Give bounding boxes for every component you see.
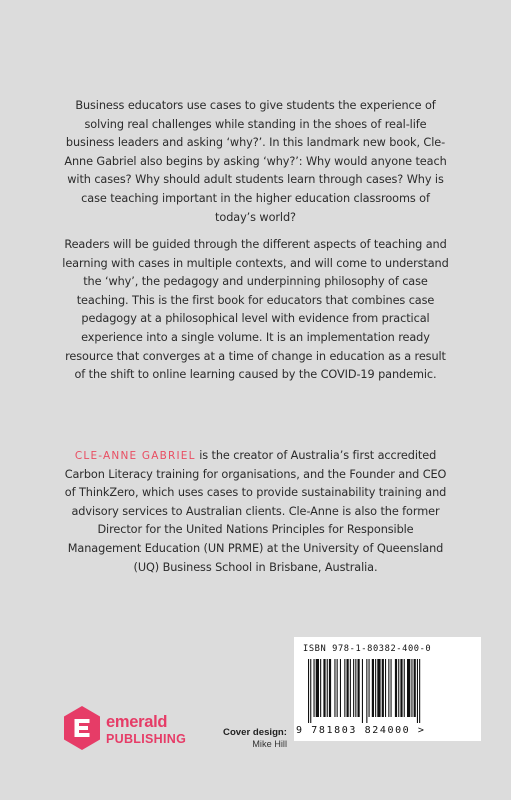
publisher-name-line1: emerald — [106, 713, 168, 731]
barcode-bar — [385, 659, 386, 717]
barcode-bar — [350, 659, 351, 717]
author-name: CLE-ANNE GABRIEL — [74, 450, 196, 462]
barcode-bar — [414, 659, 416, 717]
isbn-barcode — [294, 637, 481, 741]
barcode-bar — [337, 659, 338, 717]
barcode-bar — [419, 659, 420, 723]
barcode-bar — [355, 659, 356, 717]
barcode-bar — [323, 659, 325, 717]
cover-designer-name: Mike Hill — [252, 739, 287, 749]
cover-design-credit — [223, 727, 287, 749]
barcode-bar — [353, 659, 354, 717]
barcode-bar — [382, 659, 384, 717]
barcode-bar — [329, 659, 331, 717]
publisher-name-line2: PUBLISHING — [106, 732, 187, 746]
barcode-bar — [358, 659, 360, 717]
barcode-bar — [388, 659, 389, 717]
barcode-bar — [407, 659, 410, 717]
barcode-bar — [417, 659, 418, 723]
isbn-label: ISBN 978-1-80382-400-0 — [303, 644, 432, 654]
emerald-e-icon — [62, 705, 102, 751]
barcode-bar — [314, 659, 315, 717]
barcode-bar — [395, 659, 397, 717]
barcode-bar — [347, 659, 349, 717]
barcode-bar — [308, 659, 309, 723]
publisher-logo — [62, 705, 192, 755]
barcode-digits: 9 781803 824000 > — [296, 725, 426, 736]
author-bio — [62, 447, 449, 577]
barcode-bar — [375, 659, 376, 717]
barcode-bar — [404, 659, 405, 717]
author-bio-text: is the creator of Australia’s first accredited Carbon Literacy training for organisations, and the Founder and CEO of ThinkZero, which uses cases to provide sustainability training and advisory services to Australian clients. Cle-Anne is also the former Director for the United Nations Principles for Responsible Management Education (UN PRME) at the University of Queensland (UQ) Business School in Brisbane, Australia. — [64, 449, 447, 574]
barcode-bar — [366, 659, 367, 723]
barcode-bar — [362, 659, 363, 723]
barcode-bar — [369, 659, 370, 717]
barcode-bar — [344, 659, 345, 717]
barcode-bar — [327, 659, 328, 717]
barcode-bar — [411, 659, 412, 717]
barcode-bar — [334, 659, 335, 717]
barcode-bar — [320, 659, 321, 717]
blurb-paragraph-2: Readers will be guided through the different aspects of teaching and learning with cases in multiple contexts, and will come to understand the ‘why’, the pedagogy and underpinning philosophy of case teaching. This is the first book for educators that combines case pedagogy at a philosophical level with evidence from practical experience into a single volume. It is an implementation ready resource that converges at a time of change in education as a result of the shift to online learning caused by the COVID-19 pandemic. — [62, 238, 449, 382]
barcode-bar — [340, 659, 341, 717]
barcode-bars — [308, 659, 468, 727]
barcode-bar — [391, 659, 392, 717]
barcode-bar — [400, 659, 402, 717]
barcode-bar — [377, 659, 380, 717]
barcode-bar — [398, 659, 399, 717]
barcode-bar — [372, 659, 374, 717]
cover-design-label: Cover design: — [223, 727, 287, 738]
barcode-bar — [310, 659, 311, 723]
barcode-bar — [316, 659, 319, 717]
blurb-paragraph-1: Business educators use cases to give students the experience of solving real challenges while standing in the shoes of real-life business leaders and asking ‘why?’. In this landmark new book, Cle-Anne Gabriel also begins by asking ‘why?’: Why would anyone teach with cases? Why should adult students learn through cases? Why is case teaching important in the higher education classrooms of today’s world? — [64, 99, 447, 224]
